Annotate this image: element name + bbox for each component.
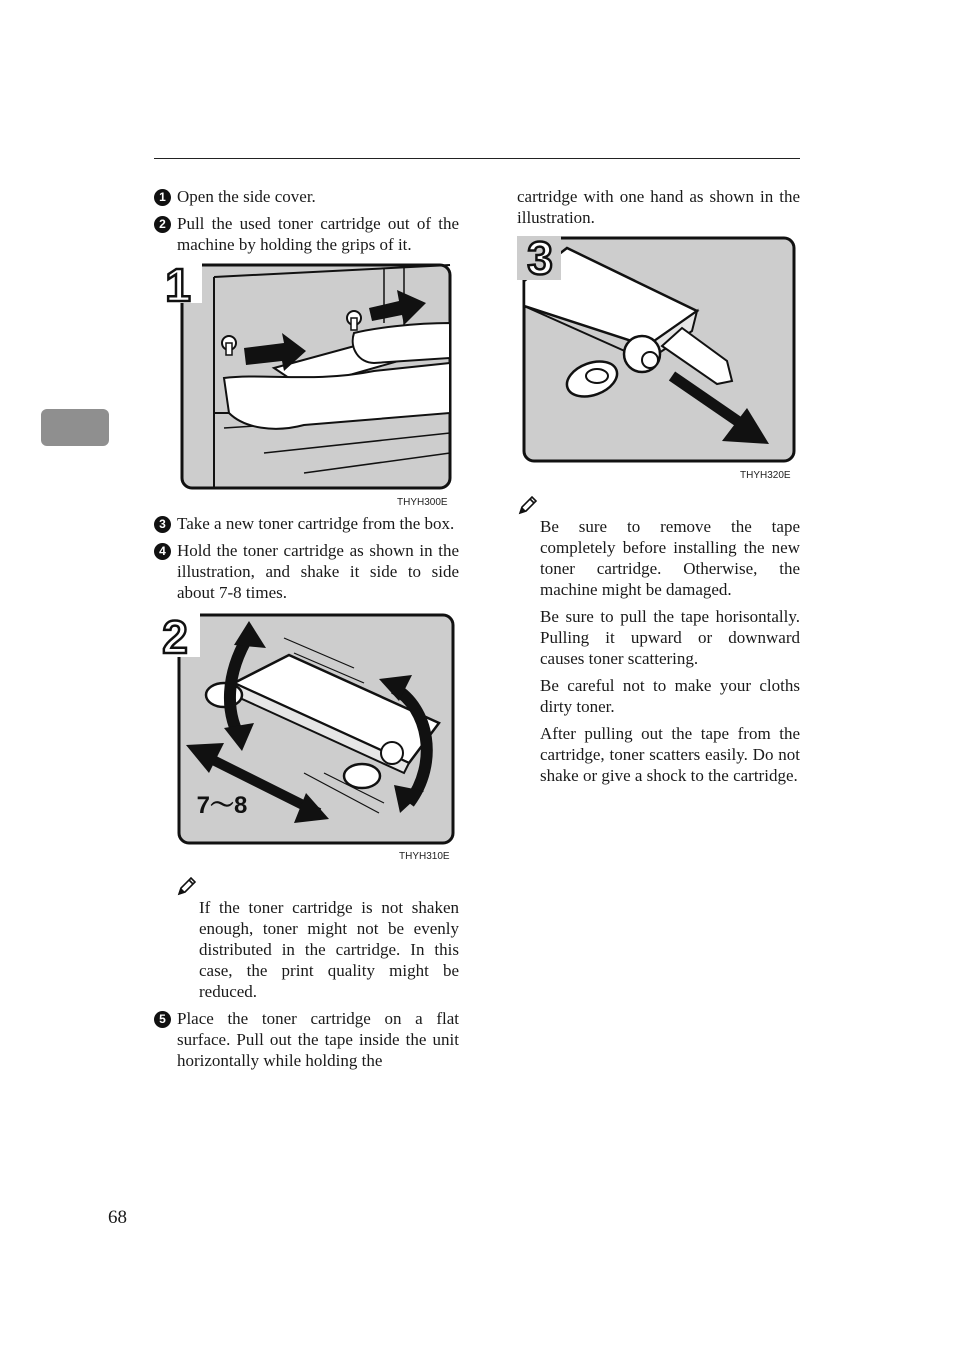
note-text-4: After pulling out the tape from the cartridge, toner scatters easily. Do not shake or give a shock to the cartridge.: [540, 724, 800, 785]
note-text-3: Be careful not to make your cloths dirty toner.: [540, 676, 800, 716]
page-number: 68: [108, 1207, 127, 1228]
note-text-2: Be sure to pull the tape horisontally. Pulling it upward or downward causes toner scattering.: [540, 607, 800, 668]
step-5: [154, 1008, 459, 1071]
left-column: [154, 186, 459, 1077]
note-block: [517, 494, 800, 786]
step-text: Place the toner cartridge on a flat surface. Pull out the tape inside the unit horizontally while holding the: [177, 1009, 459, 1070]
step-number: 5: [154, 1011, 171, 1028]
pencil-note-icon: [176, 875, 198, 897]
note-text-1: Be sure to remove the tape completely before installing the new toner cartridge. Otherwise, the machine might be damaged.: [540, 517, 800, 599]
figure-code: THYH300E: [397, 497, 448, 508]
step-2: [154, 213, 459, 255]
step-text: Open the side cover.: [177, 187, 316, 206]
figure-code: THYH320E: [740, 470, 791, 481]
step-3: [154, 513, 459, 534]
figure-1: [154, 263, 459, 508]
shake-count-label: 7～8: [196, 792, 248, 819]
step-number: 1: [154, 189, 171, 206]
right-column: [517, 186, 800, 792]
step-4: [154, 540, 459, 603]
figure-3-illustration: [517, 236, 800, 464]
step-number: 4: [154, 543, 171, 560]
step-text: Take a new toner cartridge from the box.: [177, 514, 455, 533]
step-number: 2: [154, 216, 171, 233]
step-text: Pull the used toner cartridge out of the machine by holding the grips of it.: [177, 214, 459, 254]
step-1: [154, 186, 459, 207]
figure-1-illustration: [154, 263, 459, 491]
chapter-tab: [41, 409, 109, 446]
header-rule: [154, 158, 800, 159]
step-text: Hold the toner cartridge as shown in the illustration, and shake it side to side about 7-8 times.: [177, 541, 459, 602]
figure-3: [517, 236, 800, 481]
figure-1-step-label: 1: [165, 263, 191, 311]
figure-2-illustration: [154, 613, 459, 845]
pencil-note-icon: [517, 494, 539, 516]
figure-2: [154, 613, 459, 862]
figure-code: THYH310E: [399, 851, 450, 862]
step-number: 3: [154, 516, 171, 533]
figure-2-step-label: 2: [162, 613, 188, 663]
note-block: [154, 875, 459, 1002]
figure-3-step-label: 3: [527, 236, 553, 284]
note-text: If the toner cartridge is not shaken enough, toner might not be evenly distributed in the cartridge. In this case, the print quality might be reduced.: [199, 898, 459, 1001]
step-5-continuation: cartridge with one hand as shown in the illustration.: [517, 187, 800, 227]
